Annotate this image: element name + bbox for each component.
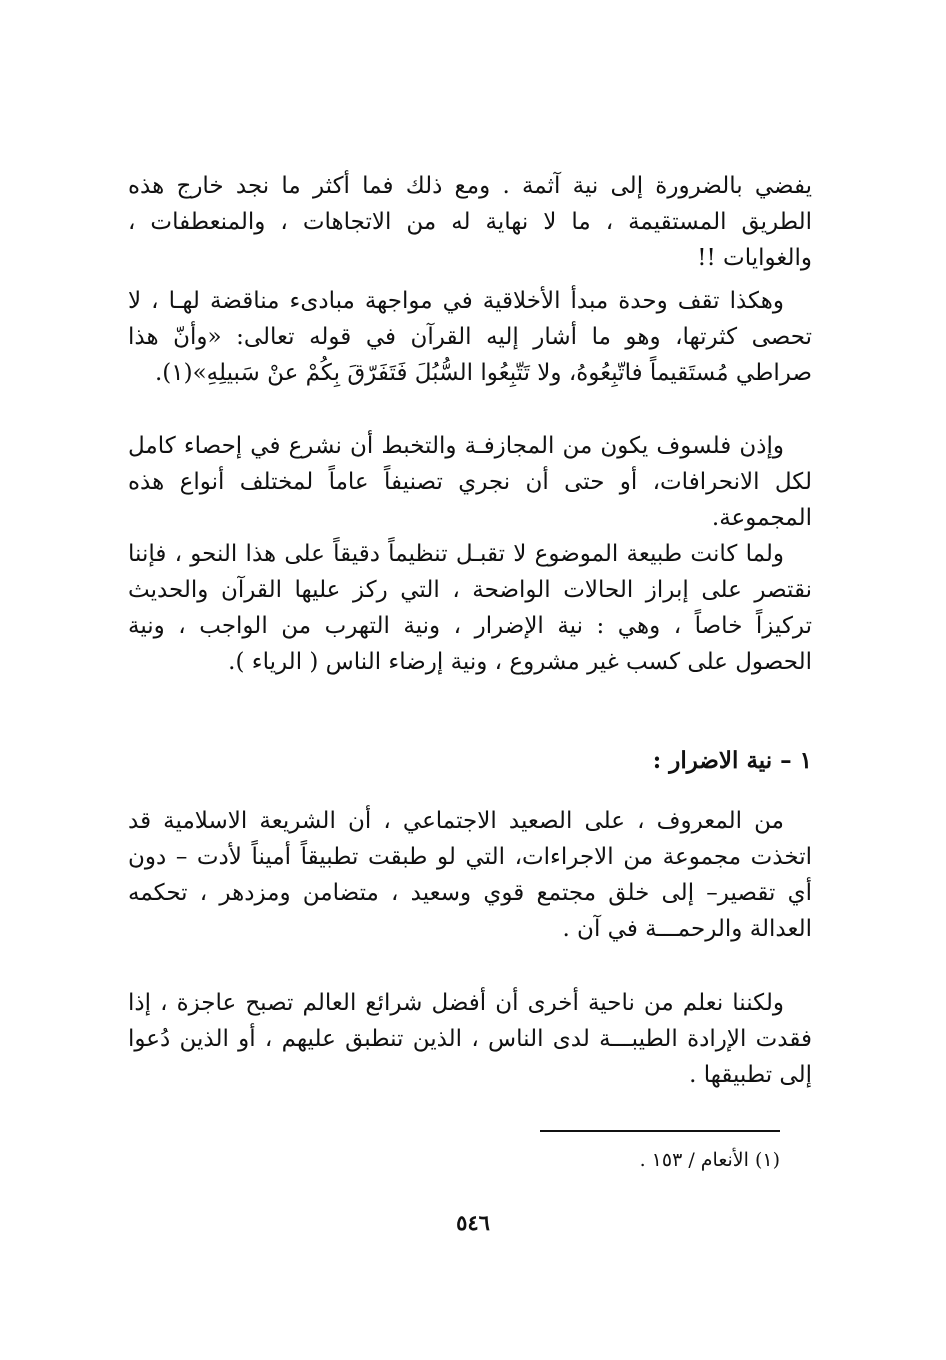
paragraph-text: وإذن فلسوف يكون من المجازفـة والتخبط أن نشرع في إحصاء كامل لكل الانحرافات، أو حتى أن نجري تصنيفاً عاماً لمختلف أنواع هذه المجموعة. — [128, 433, 812, 531]
paragraph-text: وهكذا تقف وحدة مبدأ الأخلاقية في مواجهة مبادىء مناقضة لهـا ، لا تحصى كثرتها، وهو ما أشار إليه القرآن في قوله تعالى: «وأنّ هذا صراطي مُستَقيماً فاتّبِعُوهُ، ولا تَتّبِعُوا السُّبُلَ فَتَفَرّقَ بِكُمْ عنْ سَبيلِهِ»(١). — [128, 288, 812, 386]
footnote: (١) الأنعام / ١٥٣ . — [639, 1149, 780, 1171]
paragraph-1 — [128, 168, 812, 276]
section-heading: ١ – نية الاضرار : — [652, 747, 812, 774]
paragraph-3 — [128, 428, 812, 536]
paragraph-text: يفضي بالضرورة إلى نية آثمة . ومع ذلك فما أكثر ما نجد خارج هذه الطريق المستقيمة ، ما لا نهاية له من الاتجاهات ، والمنعطفات ، والغوايات !! — [128, 173, 812, 271]
page-number: ٥٤٦ — [456, 1210, 490, 1235]
paragraph-6 — [128, 985, 812, 1093]
paragraph-text: من المعروف ، على الصعيد الاجتماعي ، أن الشريعة الاسلامية قد اتخذت مجموعة من الاجراءات، التي لو طبقت تطبيقاً أميناً لأدت – دون أي تقصير– إلى خلق مجتمع قوي وسعيد ، متضامن ومزدهر ، تحكمه العدالة والرحمـــة في آن . — [128, 808, 812, 942]
paragraph-text: ولما كانت طبيعة الموضوع لا تقبـل تنظيماً دقيقاً على هذا النحو ، فإننا نقتصر على إبراز الحالات الواضحة ، التي ركز عليها القرآن والحديث تركيزاً خاصاً ، وهي : نية الإضرار ، ونية التهرب من الواجب ، ونية الحصول على كسب غير مشروع ، ونية إرضاء الناس ( الرياء ). — [128, 541, 812, 675]
paragraph-text: ولكننا نعلم من ناحية أخرى أن أفضل شرائع العالم تصبح عاجزة ، إذا فقدت الإرادة الطيبـــة لدى الناس ، الذين تنطبق عليهم ، أو الذين دُعوا إلى تطبيقها . — [128, 990, 812, 1088]
footnote-divider — [540, 1130, 780, 1132]
paragraph-4 — [128, 536, 812, 680]
paragraph-5 — [128, 803, 812, 947]
paragraph-2 — [128, 283, 812, 391]
